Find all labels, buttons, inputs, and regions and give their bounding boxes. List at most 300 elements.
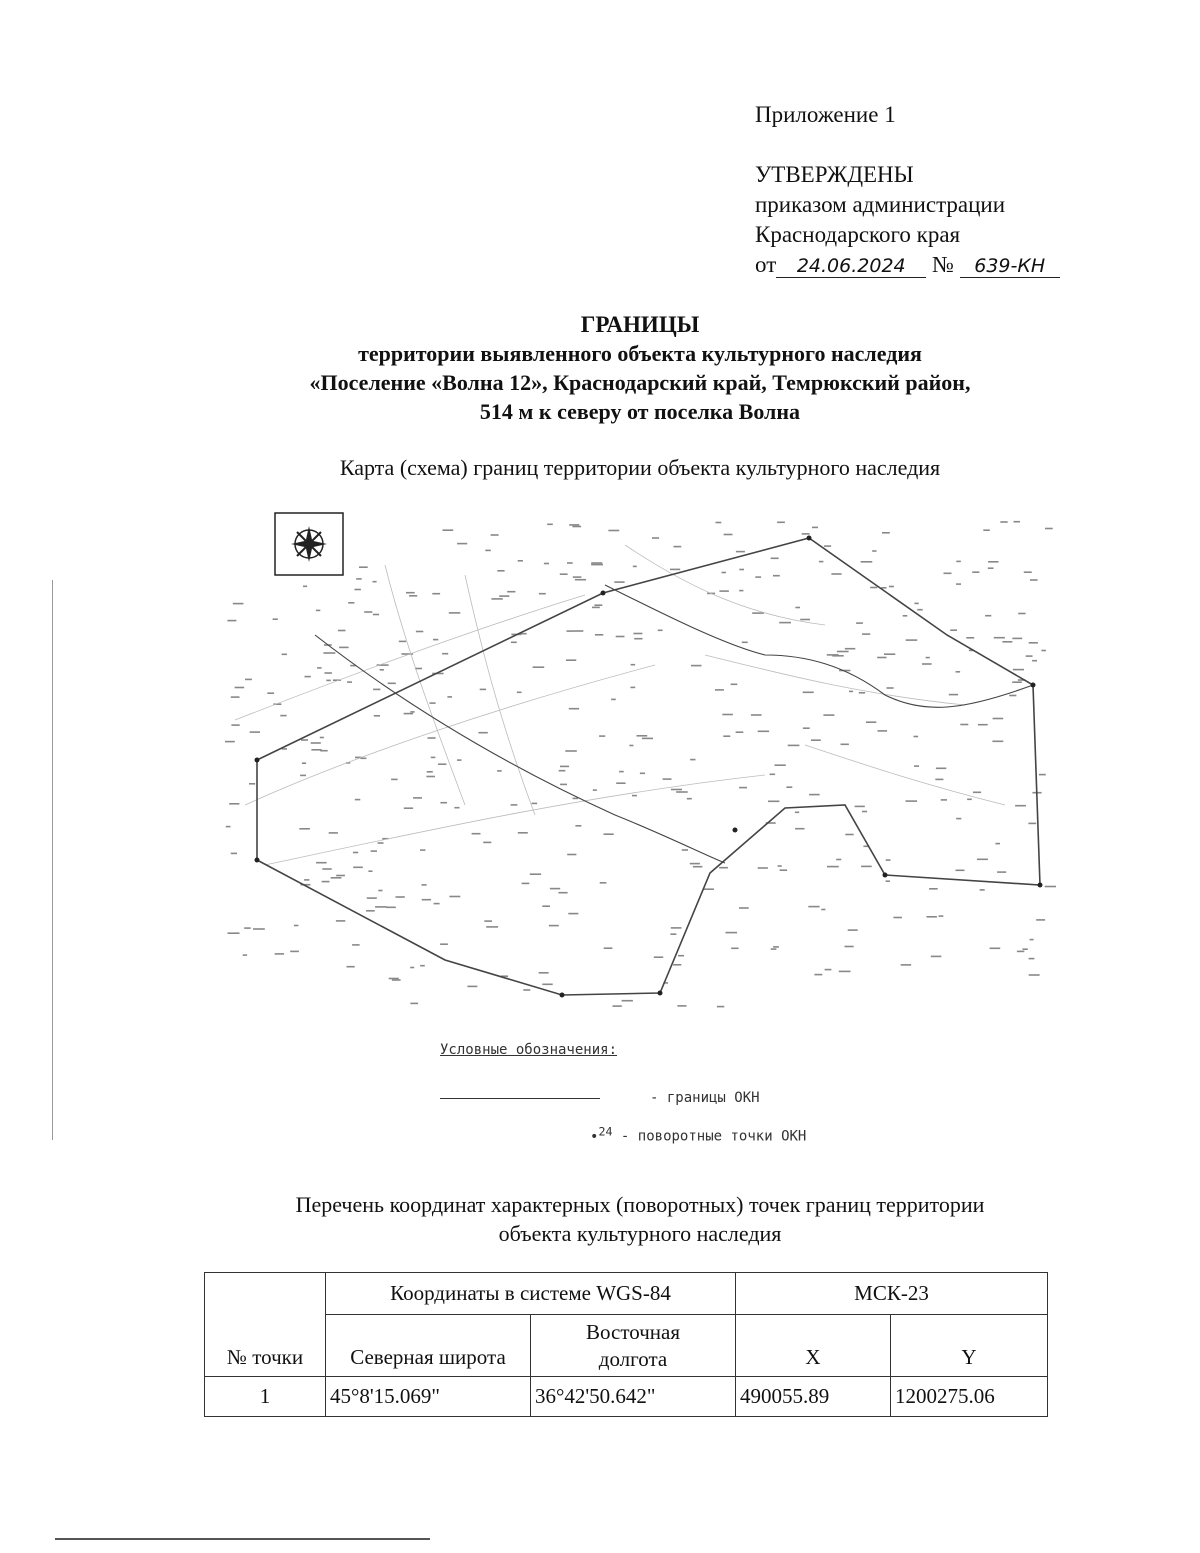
elevation-mark	[507, 591, 515, 593]
elevation-mark	[931, 956, 942, 958]
elevation-mark	[906, 639, 918, 641]
elevation-mark	[591, 562, 602, 564]
elevation-mark	[922, 663, 932, 665]
elevation-mark	[978, 724, 988, 726]
elevation-mark	[542, 984, 552, 986]
elevation-mark	[862, 633, 870, 635]
elevation-mark	[825, 969, 832, 971]
elevation-mark	[569, 524, 579, 526]
elevation-mark	[824, 545, 831, 547]
elevation-mark	[887, 687, 894, 689]
elevation-mark	[950, 629, 957, 631]
elevation-mark	[280, 715, 286, 717]
elevation-mark	[294, 925, 299, 927]
map-legend	[440, 1042, 807, 1145]
elevation-mark	[1026, 655, 1033, 657]
elevation-mark	[243, 954, 247, 956]
elevation-mark	[267, 692, 274, 694]
elevation-mark	[678, 955, 684, 957]
elevation-mark	[866, 721, 876, 723]
elevation-mark	[1029, 958, 1035, 960]
elevation-mark	[886, 880, 890, 882]
elevation-mark	[768, 801, 779, 803]
elevation-mark	[410, 967, 414, 969]
elevation-mark	[690, 863, 700, 865]
elevation-mark	[795, 828, 804, 830]
header-x: X	[736, 1315, 891, 1377]
elevation-mark	[233, 603, 244, 605]
elevation-mark	[973, 792, 981, 794]
elevation-mark	[619, 771, 624, 773]
okn-boundary	[257, 538, 1040, 995]
elevation-mark	[410, 1003, 418, 1005]
elevation-mark	[486, 926, 498, 928]
elevation-mark	[658, 630, 663, 632]
elevation-mark	[632, 795, 637, 797]
elevation-mark	[386, 907, 396, 909]
elevation-mark	[569, 708, 579, 710]
elevation-mark	[374, 715, 380, 717]
elevation-mark	[742, 642, 748, 644]
elevation-mark	[633, 633, 642, 635]
elevation-mark	[364, 611, 372, 613]
elevation-mark	[413, 797, 422, 799]
elevation-mark	[440, 943, 448, 945]
elevation-mark	[988, 561, 998, 563]
elevation-mark	[670, 569, 680, 571]
elevation-mark	[544, 563, 549, 565]
elevation-mark	[719, 590, 729, 592]
elevation-mark	[731, 684, 738, 686]
elevation-mark	[434, 903, 440, 905]
elevation-mark	[302, 762, 306, 764]
elevation-mark	[1029, 974, 1040, 976]
elevation-mark	[389, 978, 399, 980]
elevation-mark	[356, 578, 362, 580]
elevation-mark	[440, 802, 447, 804]
elevation-mark	[378, 890, 382, 892]
elevation-mark	[673, 964, 681, 966]
elevation-mark	[497, 770, 502, 772]
elevation-mark	[837, 651, 849, 653]
elevation-mark	[560, 784, 567, 786]
elevation-mark	[886, 859, 891, 861]
elevation-mark	[228, 932, 240, 934]
elevation-mark	[275, 953, 284, 955]
elevation-mark	[433, 639, 438, 641]
elevation-mark	[594, 604, 602, 606]
map-caption: Карта (схема) границ территории объекта культурного наследия	[339, 455, 941, 480]
elevation-mark	[814, 974, 822, 976]
header-msk23: МСК-23	[736, 1273, 1048, 1315]
elevation-mark	[322, 881, 330, 883]
elevation-mark	[966, 637, 974, 639]
elevation-mark	[432, 593, 440, 595]
elevation-mark	[1039, 774, 1046, 776]
elevation-mark	[827, 866, 839, 868]
elevation-mark	[917, 609, 922, 611]
elevation-mark	[780, 869, 788, 871]
elevation-mark	[305, 676, 311, 678]
elevation-mark	[311, 749, 321, 751]
elevation-mark	[861, 561, 873, 563]
elevation-mark	[567, 630, 574, 632]
elevation-mark	[352, 944, 360, 946]
elevation-mark	[229, 803, 239, 805]
elevation-mark	[420, 965, 425, 967]
elevation-mark	[634, 638, 642, 640]
elevation-mark	[800, 619, 810, 621]
elevation-mark	[803, 727, 810, 729]
elevation-mark	[1012, 681, 1022, 683]
legend-title: Условные обозначения:	[440, 1042, 618, 1058]
elevation-mark	[724, 534, 733, 536]
elevation-mark	[670, 933, 676, 935]
elevation-mark	[244, 927, 251, 929]
elevation-mark	[719, 867, 728, 869]
elevation-mark	[566, 659, 576, 661]
elevation-mark	[771, 948, 777, 950]
elevation-mark	[893, 917, 902, 919]
approval-block	[755, 160, 1060, 280]
elevation-mark	[878, 730, 888, 732]
elevation-mark	[755, 576, 761, 578]
elevation-mark	[795, 607, 800, 609]
approved-line2: приказом администрации	[755, 192, 1006, 217]
elevation-mark	[1015, 805, 1026, 807]
table-row	[205, 1377, 1048, 1417]
elevation-mark	[323, 652, 335, 654]
coords-title	[200, 1190, 1080, 1248]
elevation-mark	[367, 897, 377, 899]
elevation-mark	[595, 634, 603, 636]
elevation-mark	[325, 672, 332, 674]
elevation-mark	[977, 859, 988, 861]
elevation-mark	[980, 889, 985, 891]
elevation-mark	[227, 620, 236, 622]
cell-point: 1	[205, 1377, 326, 1417]
elevation-mark	[773, 946, 779, 948]
header-point-number: № точки	[205, 1273, 326, 1377]
elevation-mark	[559, 770, 566, 772]
elevation-mark	[739, 590, 743, 592]
elevation-mark	[771, 558, 779, 560]
elevation-mark	[956, 818, 961, 820]
elevation-mark	[329, 832, 338, 834]
elevation-mark	[993, 718, 1004, 720]
elevation-mark	[739, 569, 744, 571]
elevation-mark	[472, 833, 481, 835]
elevation-mark	[320, 737, 324, 739]
elevation-mark	[575, 825, 581, 827]
elevation-mark	[522, 883, 530, 885]
cell-lon: 36°42'50.642"	[531, 1377, 736, 1417]
header-wgs84: Координаты в системе WGS-84	[326, 1273, 736, 1315]
elevation-mark	[751, 714, 762, 716]
elevation-mark	[616, 782, 625, 784]
elevation-mark	[518, 560, 523, 562]
elevation-mark	[691, 665, 702, 667]
elevation-mark	[355, 799, 361, 801]
elevation-mark	[736, 731, 744, 733]
elevation-mark	[273, 618, 278, 620]
elevation-mark	[1028, 823, 1036, 825]
elevation-mark	[836, 859, 841, 861]
elevation-mark	[497, 570, 504, 572]
elevation-mark	[353, 867, 363, 869]
title-main: ГРАНИЦЫ	[580, 312, 700, 337]
legend-boundary-line	[440, 1098, 600, 1099]
elevation-mark	[611, 699, 616, 701]
elevation-mark	[848, 929, 858, 931]
elevation-mark	[856, 622, 863, 624]
approved-line3: Краснодарского края	[755, 222, 961, 247]
elevation-mark	[290, 951, 299, 953]
elevation-mark	[373, 581, 377, 583]
elevation-mark	[949, 694, 958, 696]
elevation-mark	[845, 834, 853, 836]
elevation-mark	[565, 750, 577, 752]
elevation-mark	[877, 657, 886, 659]
elevation-mark	[253, 928, 265, 930]
elevation-mark	[736, 551, 745, 553]
elevation-mark	[378, 842, 384, 844]
elevation-mark	[558, 892, 567, 894]
elevation-mark	[642, 738, 653, 740]
legend-point-marker: •$^{24}$	[590, 1124, 613, 1145]
elevation-mark	[316, 610, 320, 612]
elevation-mark	[995, 843, 1000, 845]
elevation-mark	[604, 833, 614, 835]
elevation-mark	[338, 630, 346, 632]
elevation-dots	[225, 521, 1056, 1008]
elevation-mark	[726, 932, 738, 934]
elevation-mark	[245, 679, 252, 681]
cell-lat: 45°8'15.069"	[326, 1377, 531, 1417]
order-from: от	[755, 252, 777, 277]
elevation-mark	[375, 906, 387, 908]
elevation-mark	[861, 866, 872, 868]
elevation-mark	[426, 776, 435, 778]
elevation-mark	[447, 696, 452, 698]
order-line	[755, 250, 1060, 280]
elevation-mark	[1029, 642, 1038, 644]
elevation-mark	[347, 681, 352, 683]
elevation-mark	[322, 868, 331, 870]
elevation-mark	[997, 871, 1006, 873]
turning-points	[255, 536, 1043, 998]
elevation-mark	[939, 915, 944, 917]
elevation-mark	[231, 696, 240, 698]
elevation-mark	[944, 573, 952, 575]
elevation-mark	[533, 666, 545, 668]
elevation-mark	[778, 865, 782, 867]
elevation-mark	[359, 566, 368, 568]
elevation-mark	[845, 946, 854, 948]
elevation-mark	[779, 622, 791, 624]
elevation-mark	[483, 842, 491, 844]
elevation-mark	[467, 986, 477, 988]
elevation-mark	[404, 807, 413, 809]
elevation-mark	[956, 561, 961, 563]
elevation-mark	[988, 567, 994, 569]
elevation-mark	[831, 573, 841, 575]
elevation-mark	[671, 927, 682, 929]
elevation-mark	[803, 692, 814, 694]
elevation-mark	[1045, 886, 1056, 888]
elevation-mark	[929, 888, 938, 890]
elevation-mark	[637, 735, 648, 737]
elevation-mark	[629, 745, 633, 747]
document-title	[200, 310, 1080, 426]
elevation-mark	[235, 687, 245, 689]
elevation-mark	[690, 759, 695, 761]
elevation-mark	[604, 947, 613, 949]
elevation-mark	[1036, 919, 1045, 921]
elevation-mark	[622, 1000, 633, 1002]
elevation-mark	[809, 794, 820, 796]
elevation-mark	[927, 916, 937, 918]
order-number: 639-КН	[960, 255, 1060, 278]
elevation-mark	[347, 966, 355, 968]
elevation-mark	[671, 789, 682, 791]
elevation-mark	[303, 586, 307, 588]
elevation-mark	[511, 642, 517, 644]
elevation-mark	[739, 907, 749, 909]
compass-rose-icon	[275, 513, 343, 575]
elevation-mark	[530, 873, 541, 875]
elevation-mark	[550, 888, 560, 890]
legend-points-row	[590, 1124, 806, 1145]
elevation-mark	[491, 534, 499, 536]
elevation-mark	[499, 595, 509, 597]
elevation-mark	[599, 735, 605, 737]
elevation-mark	[906, 800, 918, 802]
elevation-mark	[1024, 571, 1032, 573]
elevation-mark	[914, 736, 919, 738]
elevation-mark	[304, 879, 309, 881]
legend-point-number: 24	[598, 1124, 613, 1138]
header-longitude	[531, 1315, 736, 1377]
elevation-mark	[449, 612, 461, 614]
elevation-mark	[723, 735, 730, 737]
elevation-mark	[872, 550, 876, 552]
elevation-mark	[373, 689, 380, 691]
elevation-mark	[786, 786, 792, 788]
elevation-mark	[722, 714, 733, 716]
elevation-mark	[808, 906, 819, 908]
elevation-mark	[480, 689, 486, 691]
page-margin-line	[52, 580, 53, 1140]
elevation-mark	[573, 630, 583, 632]
elevation-mark	[591, 564, 603, 566]
legend-boundary-row	[440, 1090, 860, 1106]
elevation-mark	[539, 972, 549, 974]
elevation-mark	[882, 532, 890, 534]
elevation-mark	[431, 757, 436, 759]
elevation-mark	[478, 732, 487, 734]
elevation-mark	[392, 979, 401, 981]
elevation-mark	[941, 799, 947, 801]
elevation-mark	[484, 920, 492, 922]
elevation-mark	[630, 687, 635, 689]
elevation-mark	[859, 692, 865, 694]
elevation-mark	[399, 641, 406, 643]
elevation-mark	[985, 615, 991, 617]
elevation-mark	[739, 787, 747, 789]
elevation-mark	[371, 850, 377, 852]
elevation-mark	[990, 948, 1001, 950]
elevation-mark	[956, 870, 965, 872]
elevation-mark	[438, 763, 446, 765]
elevation-mark	[884, 653, 895, 655]
elevation-mark	[1032, 660, 1037, 662]
elevation-mark	[839, 971, 851, 973]
elevation-mark	[532, 803, 538, 805]
elevation-mark	[1030, 579, 1038, 581]
elevation-mark	[901, 964, 911, 966]
elevation-mark	[731, 948, 738, 950]
elevation-mark	[613, 1005, 622, 1007]
elevation-mark	[410, 711, 414, 713]
elevation-mark	[511, 804, 518, 806]
elevation-mark	[428, 737, 436, 739]
elevation-mark	[316, 862, 327, 864]
elevation-mark	[722, 572, 727, 574]
elevation-mark	[935, 779, 943, 781]
elevation-mark	[422, 899, 431, 901]
elevation-mark	[677, 1005, 686, 1007]
elevation-mark	[936, 768, 946, 770]
elevation-mark	[454, 807, 459, 809]
elevation-mark	[567, 854, 576, 856]
elevation-mark	[608, 530, 619, 532]
elevation-mark	[914, 765, 919, 767]
elevation-mark	[967, 799, 972, 801]
elevation-mark	[1000, 521, 1007, 523]
elevation-mark	[567, 562, 573, 564]
elevation-mark	[336, 920, 345, 922]
elevation-mark	[819, 561, 824, 563]
boundary-map	[205, 505, 1065, 1025]
elevation-mark	[523, 989, 530, 991]
elevation-mark	[841, 744, 849, 746]
elevation-mark	[640, 773, 645, 775]
elevation-mark	[914, 603, 918, 605]
order-date: 24.06.2024	[776, 255, 926, 278]
elevation-mark	[443, 529, 454, 531]
elevation-mark	[380, 669, 384, 671]
elevation-mark	[317, 667, 322, 669]
elevation-mark	[549, 925, 559, 927]
elevation-mark	[301, 739, 308, 741]
elevation-mark	[812, 527, 818, 529]
elevation-mark	[282, 654, 287, 656]
elevation-mark	[250, 731, 260, 733]
elevation-mark	[994, 637, 1005, 639]
elevation-mark	[827, 654, 839, 656]
elevation-mark	[855, 806, 865, 808]
title-line2: «Поселение «Волна 12», Краснодарский край, Темрюкский район,	[309, 370, 971, 395]
elevation-mark	[300, 775, 306, 777]
elevation-mark	[1041, 650, 1046, 652]
elevation-mark	[687, 798, 692, 800]
cell-y: 1200275.06	[891, 1377, 1048, 1417]
elevation-mark	[717, 1006, 724, 1008]
elevation-mark	[600, 882, 607, 884]
elevation-mark	[903, 615, 908, 617]
elevation-mark	[862, 811, 867, 813]
